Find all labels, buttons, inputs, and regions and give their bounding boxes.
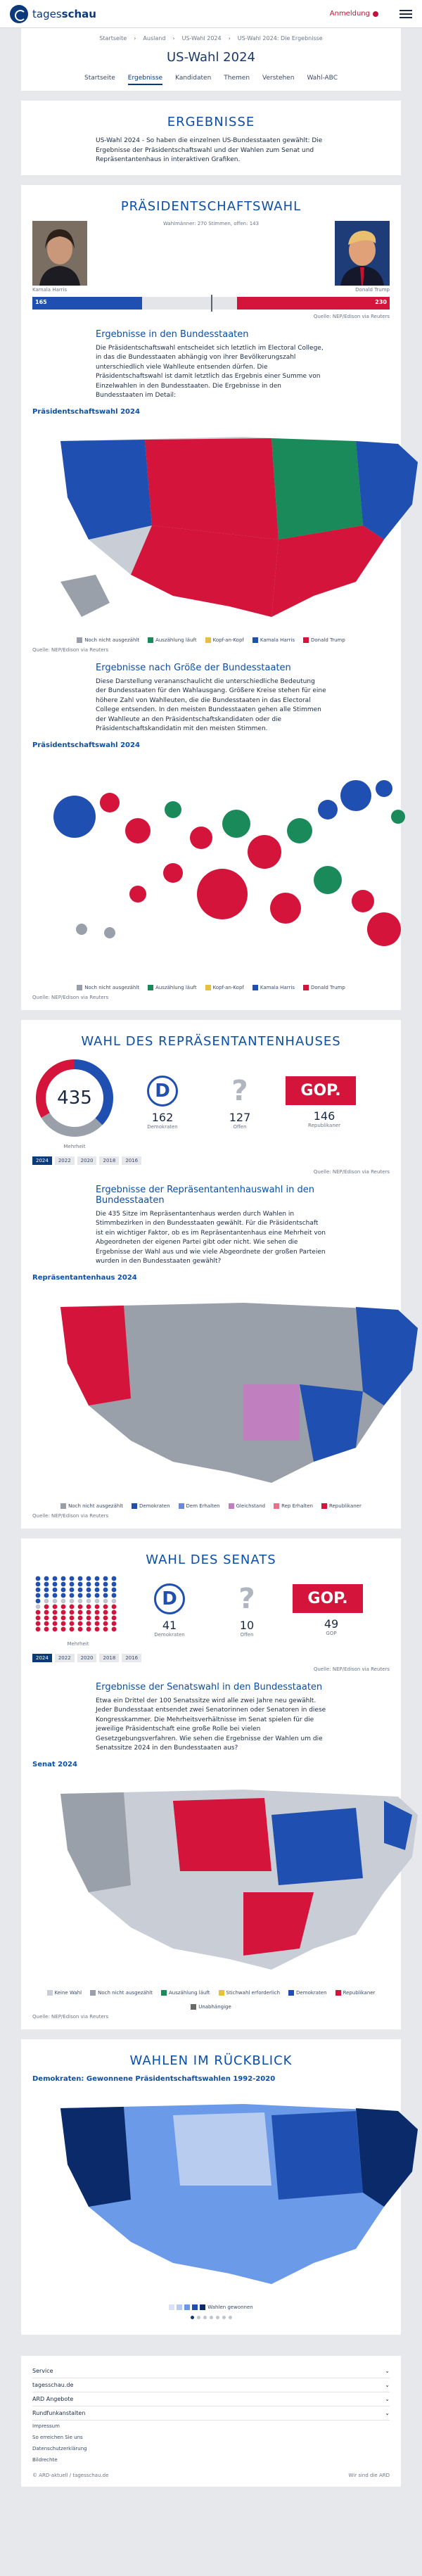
state-bubble[interactable] bbox=[270, 893, 301, 924]
donut-slice-offen bbox=[46, 1115, 99, 1131]
senate-seat-dot bbox=[103, 1621, 108, 1626]
senate-seat-dot bbox=[44, 1598, 49, 1603]
state-bubble[interactable] bbox=[367, 912, 401, 946]
senate-dem-num: 41 bbox=[162, 1618, 177, 1632]
history-section bbox=[21, 2039, 401, 2335]
senate-seat-dot bbox=[112, 1576, 117, 1581]
menu-icon[interactable] bbox=[399, 10, 412, 18]
house-donut bbox=[32, 1056, 117, 1140]
state-bubble[interactable] bbox=[190, 827, 212, 849]
senate-seat-dot bbox=[44, 1626, 49, 1631]
senate-seat-dot bbox=[95, 1576, 100, 1581]
electoral-bar-open bbox=[142, 297, 237, 310]
house-heading: Ergebnisse der Repräsentantenhauswahl in den Bundesstaaten bbox=[96, 1184, 315, 1206]
year-tab[interactable]: 2022 bbox=[55, 1156, 75, 1165]
senate-seat-dot bbox=[78, 1609, 83, 1614]
senate-legend: Keine Wahl Noch nicht ausgezählt Auszählung läuft Stichwahl erforderlich Demokraten Republikaner Unabhängige bbox=[32, 1990, 390, 2010]
senate-heading: Ergebnisse der Senatswahl in den Bundesstaaten bbox=[96, 1681, 323, 1692]
state-bubble[interactable] bbox=[76, 924, 87, 935]
senate-seat-dot bbox=[53, 1587, 58, 1592]
senate-seat-dot bbox=[53, 1576, 58, 1581]
house-map[interactable] bbox=[32, 1286, 422, 1497]
size-heading: Ergebnisse nach Größe der Bundesstaaten bbox=[96, 662, 291, 673]
senate-source: Quelle: NEP/Edison via Reuters bbox=[313, 1666, 390, 1672]
senate-dots-label: Mehrheit bbox=[67, 1640, 89, 1647]
map-region-south[interactable] bbox=[131, 525, 279, 617]
senate-gop-num: 49 bbox=[324, 1617, 339, 1631]
senate-seat-dot bbox=[87, 1598, 91, 1603]
electoral-note: Wahlmänner: 270 Stimmen, offen: 143 bbox=[162, 220, 260, 227]
senate-seat-dot bbox=[95, 1604, 100, 1609]
senate-seat-dot bbox=[95, 1581, 100, 1586]
senate-seat-dot bbox=[87, 1609, 91, 1614]
senate-seat-dot bbox=[36, 1587, 41, 1592]
senate-seat-dot bbox=[70, 1615, 75, 1620]
year-tab[interactable]: 2016 bbox=[122, 1654, 141, 1662]
history-map[interactable] bbox=[32, 2087, 422, 2298]
map-region-midwest[interactable] bbox=[271, 438, 363, 540]
senate-seat-dot bbox=[53, 1626, 58, 1631]
senate-seat-dot bbox=[53, 1581, 58, 1586]
subnav-startseite[interactable]: Startseite bbox=[84, 75, 115, 82]
senate-seat-dot bbox=[70, 1609, 75, 1614]
house-legend: Noch nicht ausgezählt Demokraten Dem Erhalten Gleichstand Rep Erhalten Republikaner bbox=[32, 1503, 390, 1509]
electoral-bar-gop bbox=[237, 297, 390, 310]
size-body: Diese Darstellung verananschaulicht die unterschiedliche Bedeutung der Bundesstaaten für den Wahlausgang. Größere Kreise stehen für eine höhere Zahl von Wahlleuten, die die Bundesstaaten in das Electoral College entsenden. In den meisten Bundesstaaten gehen alle Stimmen der Wahlleute an den Präsidentschaftskandidaten oder die Präsidentschaftskandidatin mit den meisten Stimmen. bbox=[96, 677, 326, 732]
house-year-tabs bbox=[32, 1156, 390, 1165]
state-bubble[interactable] bbox=[287, 818, 312, 843]
senate-seat-dot bbox=[112, 1609, 117, 1614]
house-gop-num: 146 bbox=[313, 1109, 335, 1123]
house-section bbox=[21, 1020, 401, 1529]
senate-seat-dot bbox=[70, 1576, 75, 1581]
senate-seat-dot bbox=[44, 1581, 49, 1586]
history-region-west[interactable] bbox=[60, 2107, 131, 2207]
footer-kontakt[interactable]: So erreichen Sie uns bbox=[32, 2434, 83, 2440]
logo-text: tagesschau bbox=[32, 7, 96, 20]
copyright: © ARD-aktuell / tagesschau.de bbox=[32, 2472, 109, 2478]
footer-tagesschau[interactable]: tagesschau.de ⌄ bbox=[32, 2378, 390, 2392]
senate-seat-dot bbox=[103, 1626, 108, 1631]
senate-seat-dot bbox=[78, 1604, 83, 1609]
senate-seat-dot bbox=[95, 1615, 100, 1620]
state-bubble[interactable] bbox=[222, 810, 250, 838]
senate-seat-dot bbox=[103, 1615, 108, 1620]
map-region-west[interactable] bbox=[60, 440, 152, 540]
senate-seat-dot bbox=[87, 1593, 91, 1598]
year-tab[interactable]: 2020 bbox=[77, 1156, 97, 1165]
gop-logo-icon: GOP. bbox=[293, 1584, 363, 1613]
footer-rundfunk[interactable]: Rundfunkanstalten ⌄ bbox=[32, 2406, 390, 2421]
senate-seat-dot bbox=[44, 1621, 49, 1626]
chevron-down-icon: ⌄ bbox=[385, 2395, 390, 2402]
senate-seat-dot bbox=[36, 1604, 41, 1609]
state-bubble[interactable] bbox=[125, 818, 151, 843]
carousel-dots bbox=[32, 2316, 390, 2319]
sub-navigation bbox=[21, 75, 401, 85]
dem-logo-icon: D bbox=[154, 1583, 185, 1614]
house-region-central[interactable] bbox=[243, 1384, 300, 1441]
senate-seat-dot bbox=[95, 1593, 100, 1598]
senate-seat-dot bbox=[103, 1604, 108, 1609]
house-region-northeast[interactable] bbox=[356, 1307, 418, 1405]
electoral-bar-dem bbox=[32, 297, 142, 310]
ard-brand[interactable]: Wir sind die ARD bbox=[348, 2472, 390, 2478]
senate-seat-dot bbox=[36, 1593, 41, 1598]
harris-portrait bbox=[32, 221, 87, 286]
senate-region-west[interactable] bbox=[60, 1792, 131, 1892]
year-tab[interactable]: 2016 bbox=[122, 1156, 141, 1165]
senate-seat-dot bbox=[112, 1621, 117, 1626]
senate-seat-dot bbox=[70, 1581, 75, 1586]
chevron-down-icon: ⌄ bbox=[385, 2367, 390, 2374]
house-region-west[interactable] bbox=[60, 1306, 131, 1405]
senate-seat-dot bbox=[44, 1615, 49, 1620]
subnav-themen[interactable]: Themen bbox=[224, 75, 250, 82]
senate-seat-dot bbox=[103, 1581, 108, 1586]
senate-region-midwest[interactable] bbox=[271, 1808, 363, 1885]
trump-portrait bbox=[335, 221, 390, 286]
harris-name: Kamala Harris bbox=[32, 286, 68, 293]
breadcrumb-item[interactable]: Ausland bbox=[143, 35, 166, 42]
source-note: Quelle: NEP/Edison via Reuters bbox=[313, 313, 390, 319]
senate-seat-dot bbox=[103, 1598, 108, 1603]
year-tab[interactable]: 2022 bbox=[55, 1654, 75, 1662]
history-chart-label: Demokraten: Gewonnene Präsidentschaftswahlen 1992-2020 bbox=[32, 2074, 276, 2083]
states-chart-label: Präsidentschaftswahl 2024 bbox=[32, 407, 140, 416]
senate-title: WAHL DES SENATS bbox=[146, 1552, 276, 1567]
breadcrumb-item: US-Wahl 2024: Die Ergebnisse bbox=[237, 35, 323, 42]
senate-seat-dot bbox=[78, 1576, 83, 1581]
history-region-plains[interactable] bbox=[173, 2112, 271, 2186]
state-bubble[interactable] bbox=[165, 801, 181, 818]
question-icon: ? bbox=[231, 1074, 248, 1107]
house-source: Quelle: NEP/Edison via Reuters bbox=[313, 1168, 390, 1175]
senate-seat-dot bbox=[61, 1626, 66, 1631]
senate-seat-dot bbox=[70, 1587, 75, 1592]
senate-seat-dot bbox=[78, 1621, 83, 1626]
house-total: 435 bbox=[57, 1087, 92, 1109]
footer-ard[interactable]: ARD Angebote ⌄ bbox=[32, 2392, 390, 2406]
senate-open-num: 10 bbox=[239, 1618, 255, 1632]
subnav-wahl-abc[interactable]: Wahl-ABC bbox=[307, 75, 338, 82]
state-bubble[interactable] bbox=[163, 863, 183, 883]
logo-icon bbox=[10, 5, 28, 23]
map-alaska[interactable] bbox=[60, 575, 110, 617]
results-intro-text: US-Wahl 2024 - So haben die einzelnen US-Bundesstaaten gewählt: Die Ergebnisse der Präsidentschaftswahl und der Wahlen zum Senat und Repräsentantenhaus in interaktiven Grafiken. bbox=[96, 137, 323, 163]
footer bbox=[21, 2356, 401, 2487]
senate-seat-dot bbox=[61, 1593, 66, 1598]
senate-seat-dot bbox=[87, 1587, 91, 1592]
senate-seat-dot bbox=[36, 1609, 41, 1614]
senate-seat-dot bbox=[44, 1604, 49, 1609]
senate-seat-dot bbox=[61, 1587, 66, 1592]
senate-seat-dot bbox=[87, 1604, 91, 1609]
senate-seat-dot bbox=[53, 1615, 58, 1620]
house-gop-label: Republikaner bbox=[308, 1123, 340, 1128]
house-chart-label: Repräsentantenhaus 2024 bbox=[32, 1273, 137, 1282]
senate-open-label: Offen bbox=[240, 1631, 254, 1638]
senate-seat-dot bbox=[103, 1609, 108, 1614]
senate-seat-dot bbox=[36, 1576, 41, 1581]
senate-seat-dot bbox=[87, 1626, 91, 1631]
footer-impressum[interactable]: Impressum bbox=[32, 2423, 60, 2429]
year-tab[interactable]: 2018 bbox=[99, 1654, 119, 1662]
login-link[interactable]: Anmeldung bbox=[330, 10, 378, 18]
senate-seat-dot bbox=[61, 1621, 66, 1626]
senate-seat-dot bbox=[87, 1581, 91, 1586]
subnav-kandidaten[interactable]: Kandidaten bbox=[175, 75, 212, 82]
year-tab[interactable]: 2024 bbox=[32, 1654, 52, 1662]
senate-seat-dot bbox=[112, 1581, 117, 1586]
senate-seat-dots bbox=[32, 1574, 124, 1638]
footer-bildrechte[interactable]: Bildrechte bbox=[32, 2456, 58, 2463]
size-legend: Noch nicht ausgezählt Auszählung läuft Kopf-an-Kopf Kamala Harris Donald Trump bbox=[32, 985, 390, 990]
senate-seat-dot bbox=[95, 1598, 100, 1603]
states-heading: Ergebnisse in den Bundesstaaten bbox=[96, 329, 249, 340]
subnav-ergebnisse[interactable]: Ergebnisse bbox=[128, 75, 162, 85]
state-bubble[interactable] bbox=[352, 890, 374, 912]
house-title: WAHL DES REPRÄSENTANTENHAUSES bbox=[81, 1033, 341, 1049]
senate-seat-dot bbox=[78, 1587, 83, 1592]
state-bubble[interactable] bbox=[376, 780, 392, 797]
senate-seat-dot bbox=[78, 1581, 83, 1586]
senate-seat-dot bbox=[61, 1615, 66, 1620]
house-body: Die 435 Sitze im Repräsentantenhaus werden durch Wahlen in Stimmbezirken in den Bundesstaaten gewählt. Für die Präsidentschaft ist ein wichtiger Faktor, ob es im Repräsentantenhaus eine Mehrheit von Abgeordneten der eigenen Partei gibt oder nicht. Wie sehen die Ergebnisse der Wahl aus und wie viele Abgeordnete der großen Parteien wurden in den Bundesstaaten gewählt? bbox=[96, 1210, 326, 1265]
senate-seat-dot bbox=[44, 1587, 49, 1592]
state-bubble[interactable] bbox=[314, 866, 342, 894]
senate-seat-dot bbox=[44, 1576, 49, 1581]
chevron-down-icon: ⌄ bbox=[385, 2381, 390, 2388]
user-icon bbox=[373, 11, 378, 17]
senate-seat-dot bbox=[95, 1609, 100, 1614]
senate-seat-dot bbox=[44, 1593, 49, 1598]
year-tab[interactable]: 2018 bbox=[99, 1156, 119, 1165]
breadcrumb: Startseite › Ausland › US-Wahl 2024 › US-Wahl 2024: Die Ergebnisse bbox=[99, 35, 323, 42]
senate-region-plains[interactable] bbox=[173, 1798, 271, 1871]
senate-seat-dot bbox=[112, 1626, 117, 1631]
senate-seat-dot bbox=[36, 1581, 41, 1586]
senate-map[interactable] bbox=[32, 1773, 422, 1984]
results-intro bbox=[21, 101, 401, 175]
state-bubble[interactable] bbox=[248, 835, 281, 869]
senate-seat-dot bbox=[103, 1576, 108, 1581]
brand-logo[interactable] bbox=[10, 5, 96, 23]
senate-seat-dot bbox=[78, 1615, 83, 1620]
trump-name: Donald Trump bbox=[355, 286, 390, 293]
senate-seat-dot bbox=[44, 1609, 49, 1614]
trump-votes: 230 bbox=[375, 298, 387, 305]
senate-seat-dot bbox=[87, 1576, 91, 1581]
page-header bbox=[21, 28, 401, 91]
history-region-northeast[interactable] bbox=[356, 2108, 418, 2207]
dem-logo-icon: D bbox=[147, 1076, 178, 1107]
history-title: WAHLEN IM RÜCKBLICK bbox=[129, 2053, 293, 2068]
senate-seat-dot bbox=[78, 1598, 83, 1603]
states-body: Die Präsidentschaftswahl entscheidet sich letztlich im Electoral College, in das die Bundesstaaten abhängig von ihrer Bevölkerungszahl unterschiedlich viele Wahlleute entsenden dürfen. Die Präsidentschaftswahl ist damit letztlich das Ergebnis einer Summe von Einzelwahlen in den Bundesstaaten. Die Ergebnisse in den Bundesstaaten im Detail: bbox=[96, 344, 324, 399]
breadcrumb-item[interactable]: Startseite bbox=[99, 35, 127, 42]
senate-seat-dot bbox=[61, 1581, 66, 1586]
results-title: ERGEBNISSE bbox=[167, 115, 255, 129]
senate-section bbox=[21, 1538, 401, 2029]
gop-logo-icon: GOP. bbox=[286, 1076, 356, 1105]
senate-seat-dot bbox=[36, 1598, 41, 1603]
map-region-southeast[interactable] bbox=[271, 525, 384, 617]
senate-seat-dot bbox=[70, 1621, 75, 1626]
senate-dem-label: Demokraten bbox=[154, 1631, 185, 1638]
senate-seat-dot bbox=[95, 1587, 100, 1592]
electoral-bar bbox=[32, 297, 390, 310]
house-dem-label: Demokraten bbox=[147, 1123, 178, 1130]
size-chart-label: Präsidentschaftswahl 2024 bbox=[32, 741, 140, 749]
senate-seat-dot bbox=[53, 1598, 58, 1603]
map-region-northeast[interactable] bbox=[356, 441, 418, 540]
presidential-map[interactable] bbox=[32, 420, 422, 631]
senate-year-tabs bbox=[32, 1654, 390, 1662]
senate-body: Etwa ein Drittel der 100 Senatssitze wird alle zwei Jahre neu gewählt. Jeder Bundesstaat entsendet zwei Senatorinnen oder Senatoren in diese Kongresskammer. Die Mehrheitsverhältnisse im Senat spielen für die jeweilige Präsidentschaft eine große Rolle bei vielen Gesetzgebungsverfahren. Wie sehen die Ergebnisse der Wahlen um die Senatssitze 2024 in den Bundesstaaten aus? bbox=[96, 1697, 326, 1752]
top-bar bbox=[0, 0, 422, 28]
senate-seat-dot bbox=[112, 1598, 117, 1603]
year-tab[interactable]: 2020 bbox=[77, 1654, 97, 1662]
footer-datenschutz[interactable]: Datenschutzerklärung bbox=[32, 2445, 87, 2451]
year-tab[interactable]: 2024 bbox=[32, 1156, 52, 1165]
question-icon: ? bbox=[238, 1582, 255, 1615]
states-source: Quelle: NEP/Edison via Reuters bbox=[32, 646, 109, 653]
senate-seat-dot bbox=[53, 1604, 58, 1609]
senate-seat-dot bbox=[112, 1615, 117, 1620]
house-open-num: 127 bbox=[229, 1110, 251, 1124]
senate-chart-label: Senat 2024 bbox=[32, 1760, 77, 1768]
house-dem-num: 162 bbox=[151, 1110, 174, 1124]
history-legend: Wahlen gewonnen bbox=[32, 2304, 390, 2310]
presidential-title: PRÄSIDENTSCHAFTSWAHL bbox=[120, 198, 302, 214]
senate-map-source: Quelle: NEP/Edison via Reuters bbox=[32, 2013, 109, 2020]
size-source: Quelle: NEP/Edison via Reuters bbox=[32, 994, 109, 1000]
senate-seat-dot bbox=[61, 1609, 66, 1614]
senate-seat-dot bbox=[36, 1626, 41, 1631]
bubble-map[interactable] bbox=[32, 753, 422, 978]
state-bubble[interactable] bbox=[318, 800, 338, 820]
senate-seat-dot bbox=[87, 1615, 91, 1620]
senate-seat-dot bbox=[87, 1621, 91, 1626]
state-bubble[interactable] bbox=[391, 810, 405, 824]
senate-seat-dot bbox=[61, 1598, 66, 1603]
state-bubble[interactable] bbox=[104, 927, 115, 938]
footer-service[interactable]: Service ⌄ bbox=[32, 2364, 390, 2378]
senate-seat-dot bbox=[53, 1609, 58, 1614]
senate-seat-dot bbox=[70, 1604, 75, 1609]
senate-seat-dot bbox=[78, 1626, 83, 1631]
senate-seat-dot bbox=[112, 1587, 117, 1592]
map-region-mountain[interactable] bbox=[145, 438, 279, 540]
subnav-verstehen[interactable]: Verstehen bbox=[262, 75, 295, 82]
state-bubble[interactable] bbox=[100, 793, 120, 812]
senate-seat-dot bbox=[70, 1593, 75, 1598]
senate-seat-dot bbox=[95, 1621, 100, 1626]
house-open-label: Offen bbox=[233, 1123, 247, 1130]
senate-seat-dot bbox=[70, 1598, 75, 1603]
senate-seat-dot bbox=[61, 1576, 66, 1581]
state-bubble[interactable] bbox=[197, 869, 248, 919]
house-map-source: Quelle: NEP/Edison via Reuters bbox=[32, 1512, 109, 1519]
senate-seat-dot bbox=[95, 1626, 100, 1631]
presidential-section bbox=[21, 185, 401, 1010]
harris-votes: 165 bbox=[35, 298, 47, 305]
senate-seat-dot bbox=[103, 1587, 108, 1592]
chevron-down-icon: ⌄ bbox=[385, 2409, 390, 2416]
senate-gop-label: GOP bbox=[326, 1631, 337, 1636]
senate-seat-dot bbox=[112, 1593, 117, 1598]
breadcrumb-item[interactable]: US-Wahl 2024 bbox=[181, 35, 222, 42]
senate-seat-dot bbox=[36, 1615, 41, 1620]
page-title: US-Wahl 2024 bbox=[167, 50, 255, 65]
senate-seat-dot bbox=[112, 1604, 117, 1609]
senate-seat-dot bbox=[61, 1604, 66, 1609]
senate-seat-dot bbox=[36, 1621, 41, 1626]
senate-seat-dot bbox=[53, 1593, 58, 1598]
senate-seat-dot bbox=[53, 1621, 58, 1626]
state-bubble[interactable] bbox=[340, 780, 371, 811]
state-bubble[interactable] bbox=[53, 796, 96, 838]
states-legend: Noch nicht ausgezählt Auszählung läuft Kopf-an-Kopf Kamala Harris Donald Trump bbox=[32, 637, 390, 643]
senate-seat-dot bbox=[103, 1593, 108, 1598]
senate-seat-dot bbox=[70, 1626, 75, 1631]
house-total-label: Mehrheit bbox=[63, 1143, 86, 1149]
state-bubble[interactable] bbox=[129, 886, 146, 903]
senate-seat-dot bbox=[78, 1593, 83, 1598]
history-region-midwest[interactable] bbox=[271, 2111, 363, 2200]
